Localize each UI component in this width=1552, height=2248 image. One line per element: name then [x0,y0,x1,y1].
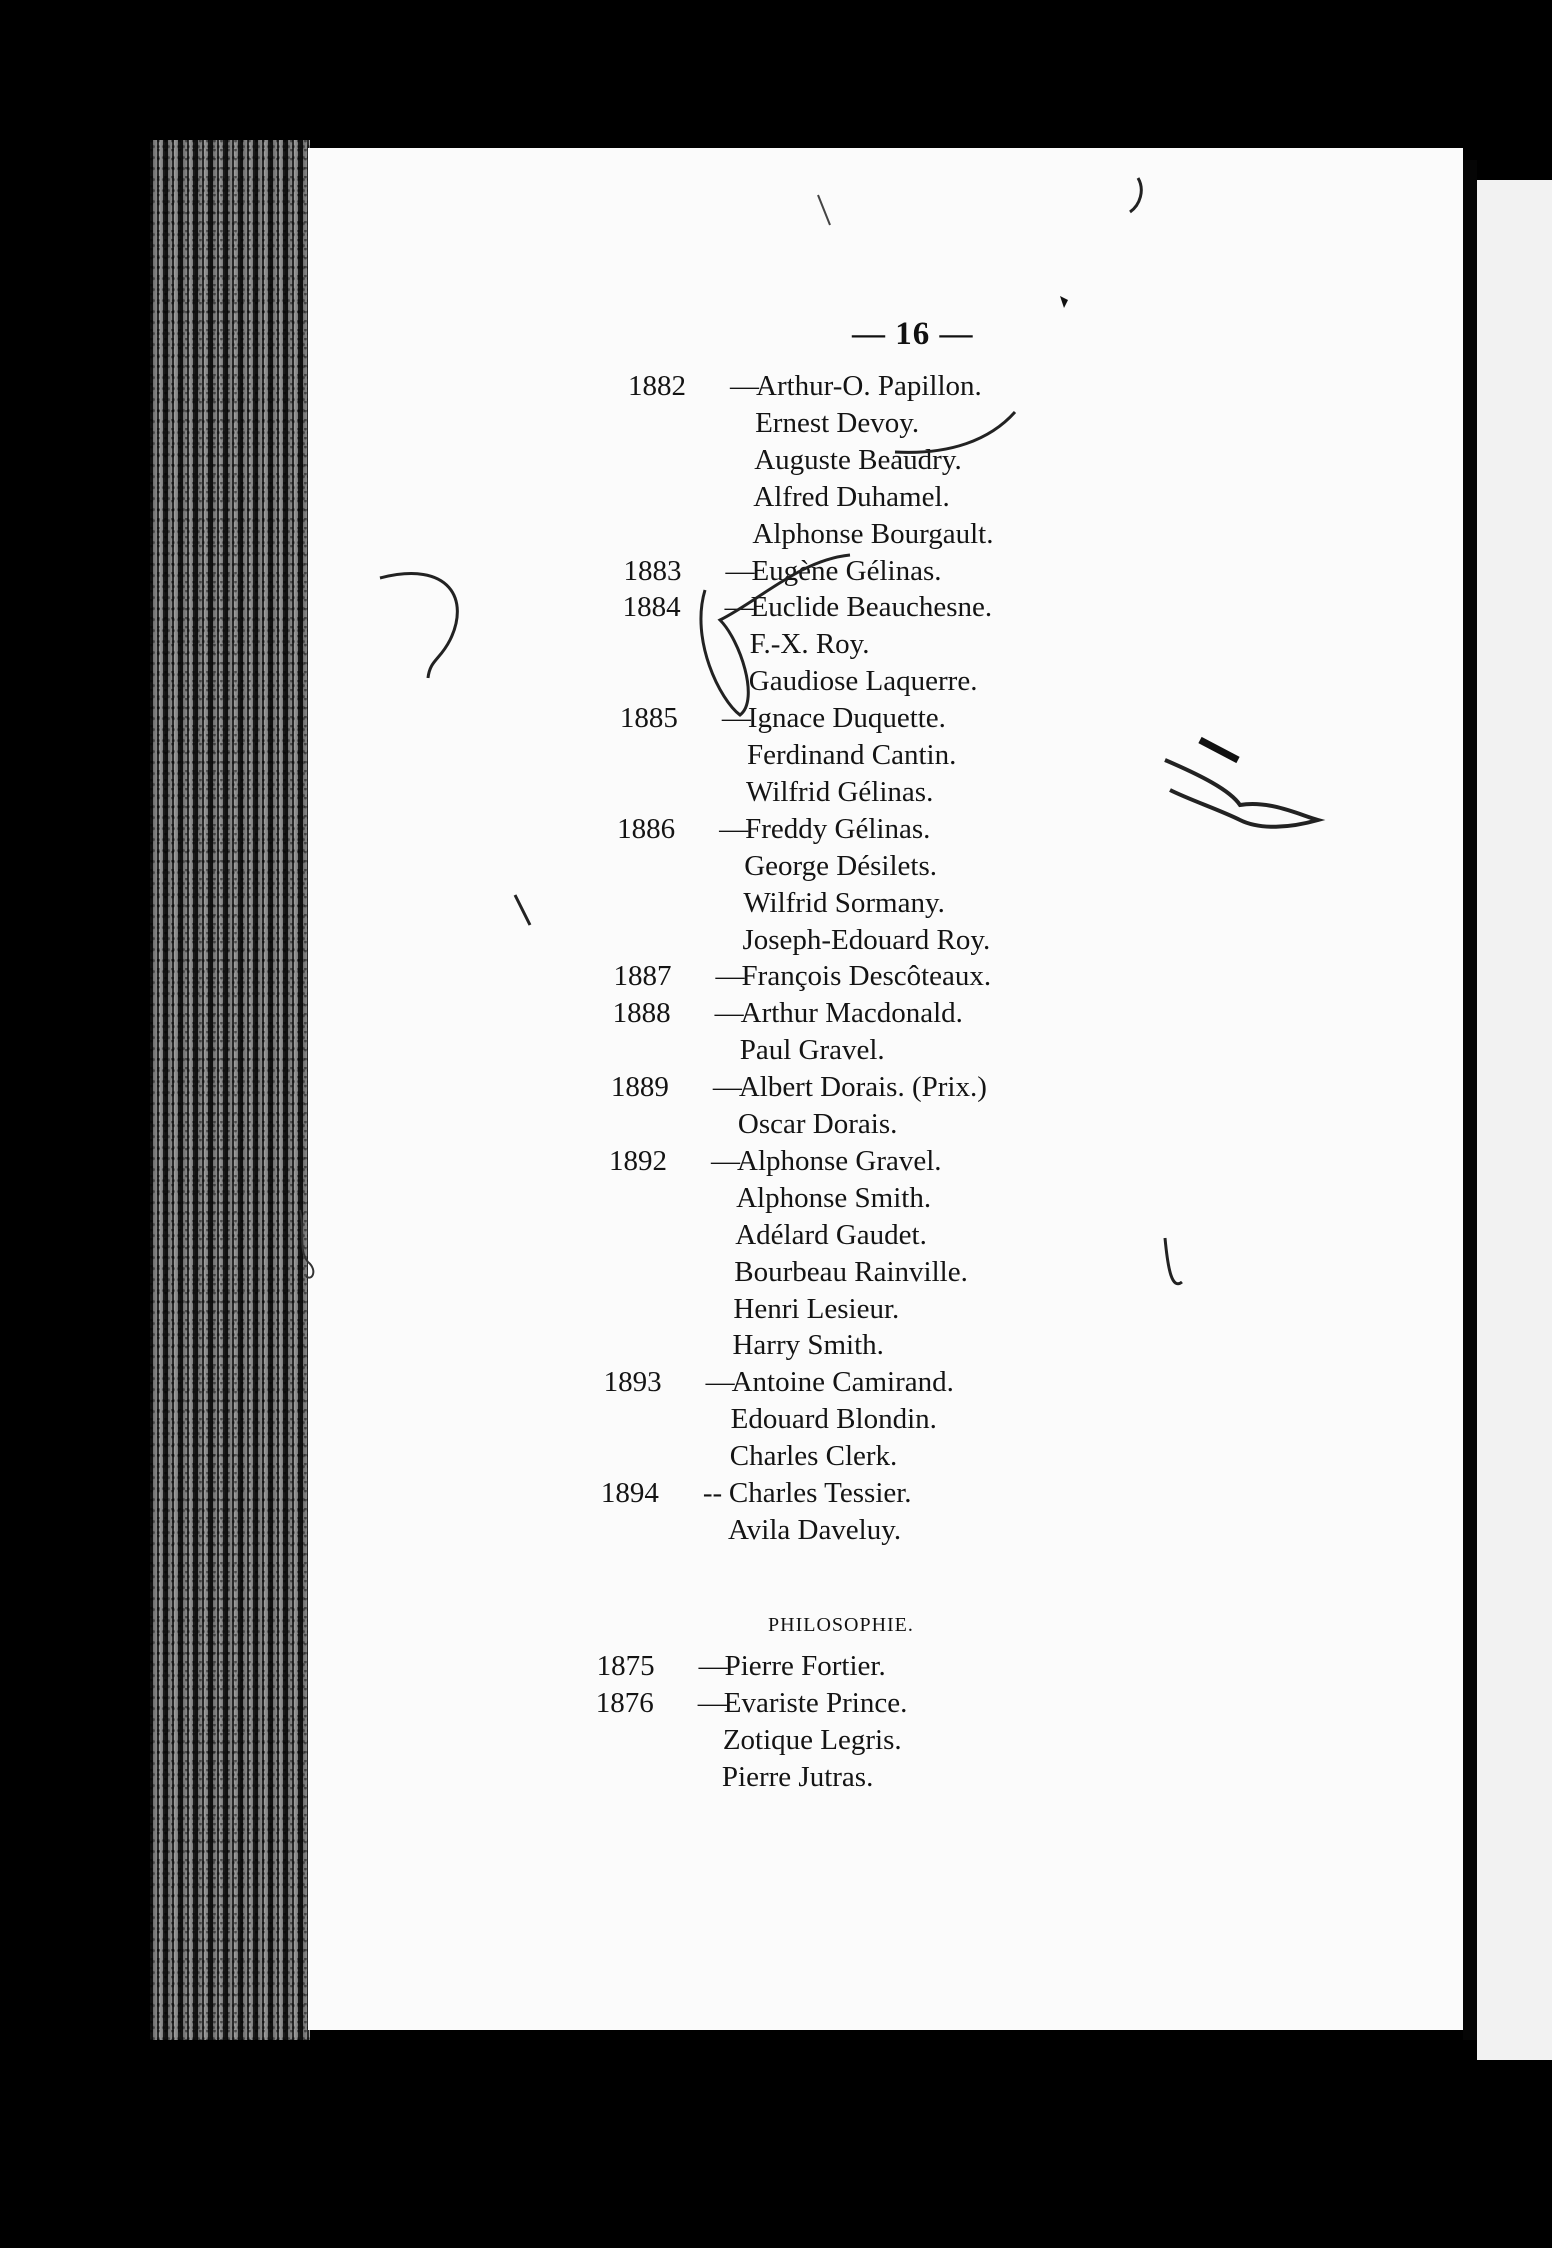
entry-name: Evariste Prince. [723,1686,908,1719]
entry-dash: — [711,1144,740,1177]
entry-name: Wilfrid Sormany. [743,886,945,919]
list-entry [607,1218,927,1251]
list-entry [609,1144,942,1177]
entry-year: 1893 [603,1366,662,1399]
entry-name: Joseph-Edouard Roy. [742,923,991,956]
entry-name: Paul Gravel. [739,1034,885,1067]
list-entry [604,1368,954,1397]
list-entry [624,517,994,550]
list-entry [626,443,962,476]
list-entry [616,849,937,882]
entry-name: Alphonse Gravel. [737,1144,942,1177]
entry-dash: — [724,591,754,624]
entry-year: 1889 [610,1071,669,1104]
entry-dash: — [715,960,745,993]
list-entry [610,1110,897,1139]
entry-dash: — [721,702,751,735]
list-entry [620,704,946,733]
list-entry [606,1255,968,1288]
entry-year: 1892 [609,1144,667,1177]
entry-year: 1875 [596,1650,655,1682]
list-entry [608,1181,932,1214]
entry-name: Ernest Devoy. [755,406,920,439]
list-entry [615,886,945,919]
list-entry [623,554,942,587]
entry-year: 1876 [595,1686,654,1719]
entry-name: Edouard Blondin. [730,1403,937,1436]
entry-name: Adélard Gaudet. [735,1218,927,1251]
entry-name: Freddy Gélinas. [745,812,931,845]
list-entry [613,999,963,1028]
entry-name: Zotique Legris. [722,1723,902,1756]
list-entry [617,812,931,845]
entry-dash: — [705,1366,735,1399]
entry-name: Albert Dorais. (Prix.) [738,1071,987,1104]
entry-name: Pierre Jutras. [721,1760,874,1793]
entry-name: F.-X. Roy. [749,628,870,661]
section-heading-philosophie: PHILOSOPHIE. [768,1614,914,1636]
entry-name: Ferdinand Cantin. [746,739,957,771]
entry-name: Wilfrid Gélinas. [746,775,934,808]
entry-name: George Désilets. [744,849,937,882]
entry-name: Arthur-O. Papillon. [756,370,982,402]
entry-dash: — [698,1650,728,1682]
entry-name: François Descôteaux. [741,960,992,993]
entry-year: 1886 [617,812,676,845]
list-entry [601,1479,912,1508]
entry-name: Charles Tessier. [728,1477,912,1509]
entry-year: 1882 [628,370,686,402]
entry-name: Gaudiose Laquerre. [748,665,978,698]
entry-dash: — [730,370,759,402]
list-entry [618,775,934,808]
entry-year: 1888 [612,997,671,1030]
entry-year: 1883 [623,554,682,587]
list-entry [625,480,950,513]
entry-name: Oscar Dorais. [737,1108,898,1140]
list-entry [614,923,991,956]
entry-name: Charles Clerk. [729,1440,898,1473]
list-entry [603,1405,937,1434]
list-entry [604,1331,883,1360]
entry-name: Avila Daveluy. [727,1513,902,1546]
entry-dash: — [719,812,749,845]
entry-year: 1887 [613,960,672,993]
list-entry [612,1036,885,1065]
list-entry [611,1073,987,1102]
entry-name: Antoine Camirand. [731,1366,954,1399]
entry-name: Euclide Beauchesne. [750,591,993,624]
list-entry [621,667,978,696]
entry-name: Alfred Duhamel. [753,480,950,513]
entry-dash: -- [702,1477,723,1509]
entry-year: 1885 [619,702,678,735]
list-entry [594,1760,874,1793]
entry-name: Harry Smith. [732,1329,884,1362]
entry-dash: — [725,554,755,587]
list-entry [627,406,920,439]
entry-year: 1894 [600,1477,659,1509]
entry-year: 1884 [622,591,681,624]
list-entry [595,1723,902,1756]
list-entry [602,1442,898,1471]
entry-dash: — [714,997,744,1030]
entry-name: Ignace Duquette. [747,702,946,735]
entry-name: Alphonse Bourgault. [752,517,994,550]
list-entry [595,1686,908,1719]
entry-name: Bourbeau Rainville. [734,1255,968,1288]
entry-dash: — [697,1686,727,1719]
entry-name: Eugène Gélinas. [751,554,942,587]
page-number: — 16 — [852,316,974,352]
list-entry [597,1652,886,1681]
list-entry [628,372,982,401]
entry-name: Auguste Beaudry. [754,443,962,476]
list-entry [623,593,993,622]
entry-name: Alphonse Smith. [736,1181,932,1214]
entry-dash: — [712,1071,742,1104]
list-entry [619,741,956,770]
entry-name: Arthur Macdonald. [740,997,963,1030]
list-entry [600,1513,902,1546]
list-entry [605,1292,900,1325]
list-entry [622,630,870,659]
list-entry [614,962,992,991]
entry-name: Henri Lesieur. [733,1292,900,1325]
entry-name: Pierre Fortier. [724,1650,886,1682]
